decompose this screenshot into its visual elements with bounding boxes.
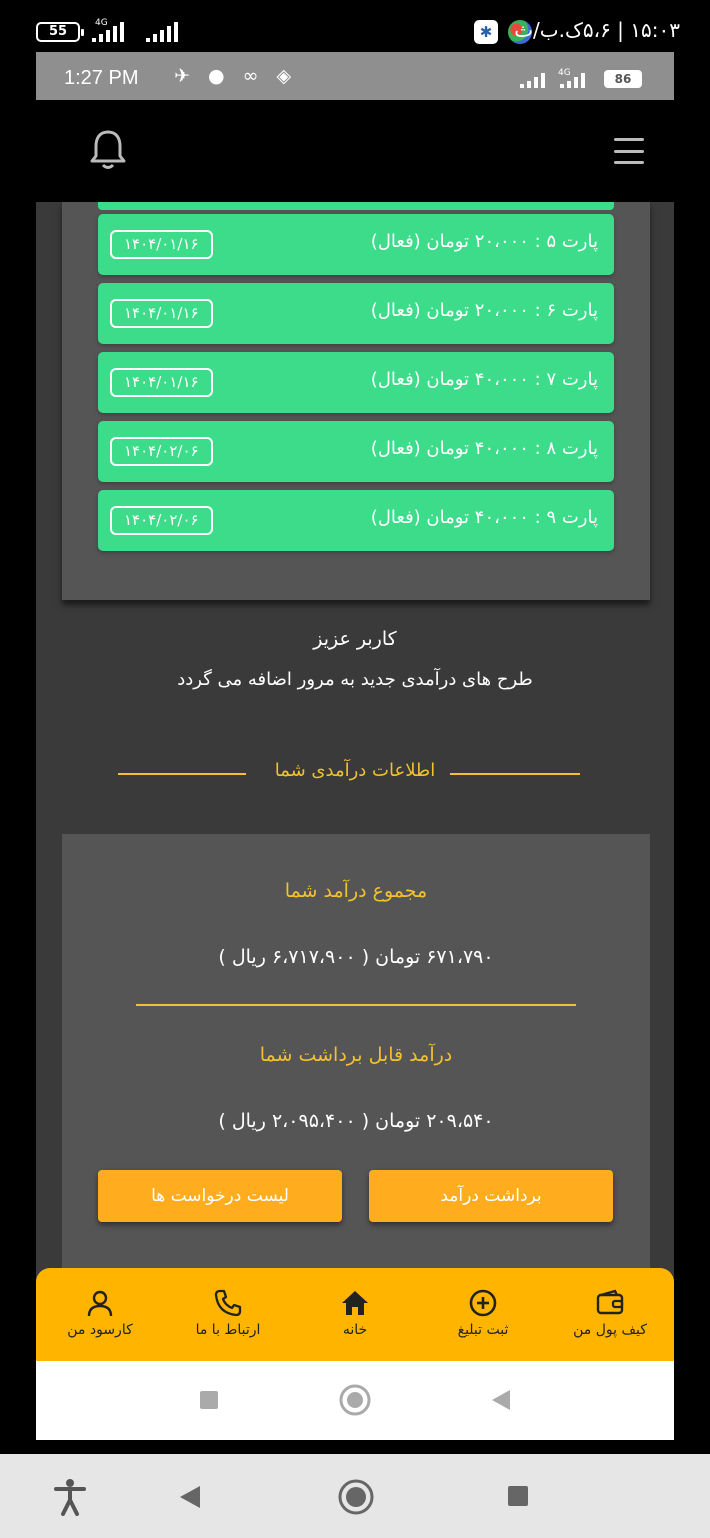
bottom-navigation bbox=[36, 1268, 674, 1361]
signal-icon bbox=[560, 70, 585, 88]
accessibility-icon[interactable] bbox=[52, 1478, 88, 1516]
total-income-value: ۶۷۱،۷۹۰ تومان ( ۶،۷۱۷،۹۰۰ ریال ) bbox=[218, 946, 494, 968]
app-header bbox=[36, 100, 674, 202]
withdrawable-income-value: ۲۰۹،۵۴۰ تومان ( ۲،۰۹۵،۴۰۰ ریال ) bbox=[218, 1110, 494, 1132]
part-item-partial bbox=[98, 202, 614, 210]
greeting-title: کاربر عزیز bbox=[313, 628, 397, 650]
signal-icon bbox=[146, 20, 178, 42]
recents-icon[interactable] bbox=[198, 1389, 220, 1411]
nav-label: ارتباط با ما bbox=[195, 1322, 261, 1338]
recents-icon[interactable] bbox=[506, 1484, 530, 1508]
status-icons: ✈ ● ∞ ◈ bbox=[174, 65, 298, 87]
home-button-icon[interactable] bbox=[338, 1383, 372, 1417]
nav-profile[interactable] bbox=[36, 1288, 164, 1338]
part-date-badge: ۱۴۰۴/۰۱/۱۶ bbox=[110, 230, 213, 259]
part-item bbox=[98, 421, 614, 482]
nav-post-ad[interactable] bbox=[419, 1288, 547, 1338]
part-date-badge: ۱۴۰۴/۰۱/۱۶ bbox=[110, 299, 213, 328]
part-date-badge: ۱۴۰۴/۰۱/۱۶ bbox=[110, 368, 213, 397]
part-text: پارت ۷ : ۴۰،۰۰۰ تومان (فعال) bbox=[370, 369, 598, 390]
nav-label: کارسود من bbox=[67, 1322, 133, 1338]
nav-label: خانه bbox=[342, 1322, 368, 1338]
part-item bbox=[98, 283, 614, 344]
nav-home[interactable] bbox=[291, 1288, 419, 1338]
back-icon[interactable] bbox=[490, 1388, 512, 1412]
part-item bbox=[98, 352, 614, 413]
income-divider bbox=[136, 1004, 576, 1006]
total-income-label: مجموع درآمد شما bbox=[284, 880, 428, 902]
bell-icon[interactable] bbox=[88, 128, 128, 172]
outer-system-navbar bbox=[0, 1454, 710, 1538]
home-icon bbox=[340, 1288, 370, 1318]
inner-network-label: 4G bbox=[558, 68, 571, 78]
signal-icon bbox=[92, 20, 124, 42]
greeting-message: طرح های درآمدی جدید به مرور اضافه می گردد bbox=[177, 669, 533, 690]
home-button-icon[interactable] bbox=[337, 1478, 375, 1516]
section-title: اطلاعات درآمدی شما bbox=[274, 760, 436, 781]
app-screen bbox=[36, 52, 674, 1440]
inner-status-bar bbox=[36, 52, 674, 100]
part-text: پارت ۹ : ۴۰،۰۰۰ تومان (فعال) bbox=[370, 507, 598, 528]
requests-list-button[interactable]: لیست درخواست ها bbox=[98, 1170, 342, 1222]
nav-contact[interactable] bbox=[164, 1288, 292, 1338]
part-item bbox=[98, 214, 614, 275]
income-card bbox=[62, 834, 650, 1284]
wallet-icon bbox=[595, 1288, 625, 1318]
inner-clock: 1:27 PM bbox=[64, 67, 139, 89]
outer-battery-icon: 55 bbox=[36, 22, 80, 42]
inner-system-navbar bbox=[36, 1361, 674, 1440]
nav-label: کیف پول من bbox=[573, 1322, 647, 1338]
part-text: پارت ۵ : ۲۰،۰۰۰ تومان (فعال) bbox=[370, 231, 598, 252]
outer-clock: ۱۵:۰۳ | ۵،۶ک.ب/ث bbox=[514, 18, 680, 42]
withdrawable-income-label: درآمد قابل برداشت شما bbox=[259, 1044, 453, 1066]
parts-card bbox=[62, 202, 650, 600]
nav-wallet[interactable] bbox=[546, 1288, 674, 1338]
main-content bbox=[36, 202, 674, 1268]
phone-icon bbox=[213, 1288, 243, 1318]
withdraw-button[interactable]: برداشت درآمد bbox=[369, 1170, 613, 1222]
part-text: پارت ۶ : ۲۰،۰۰۰ تومان (فعال) bbox=[370, 300, 598, 321]
section-header bbox=[36, 758, 674, 788]
settings-app-icon: ✱ bbox=[474, 20, 498, 44]
nav-label: ثبت تبلیغ bbox=[457, 1322, 509, 1338]
part-date-badge: ۱۴۰۴/۰۲/۰۶ bbox=[110, 506, 213, 535]
part-item bbox=[98, 490, 614, 551]
part-text: پارت ۸ : ۴۰،۰۰۰ تومان (فعال) bbox=[370, 438, 598, 459]
signal-icon bbox=[520, 70, 545, 88]
part-date-badge: ۱۴۰۴/۰۲/۰۶ bbox=[110, 437, 213, 466]
outer-network-label: 4G bbox=[95, 18, 108, 28]
inner-battery-icon: 86 bbox=[604, 70, 642, 88]
back-icon[interactable] bbox=[178, 1484, 202, 1510]
plus-circle-icon bbox=[468, 1288, 498, 1318]
menu-icon[interactable] bbox=[614, 138, 644, 164]
user-icon bbox=[85, 1288, 115, 1318]
